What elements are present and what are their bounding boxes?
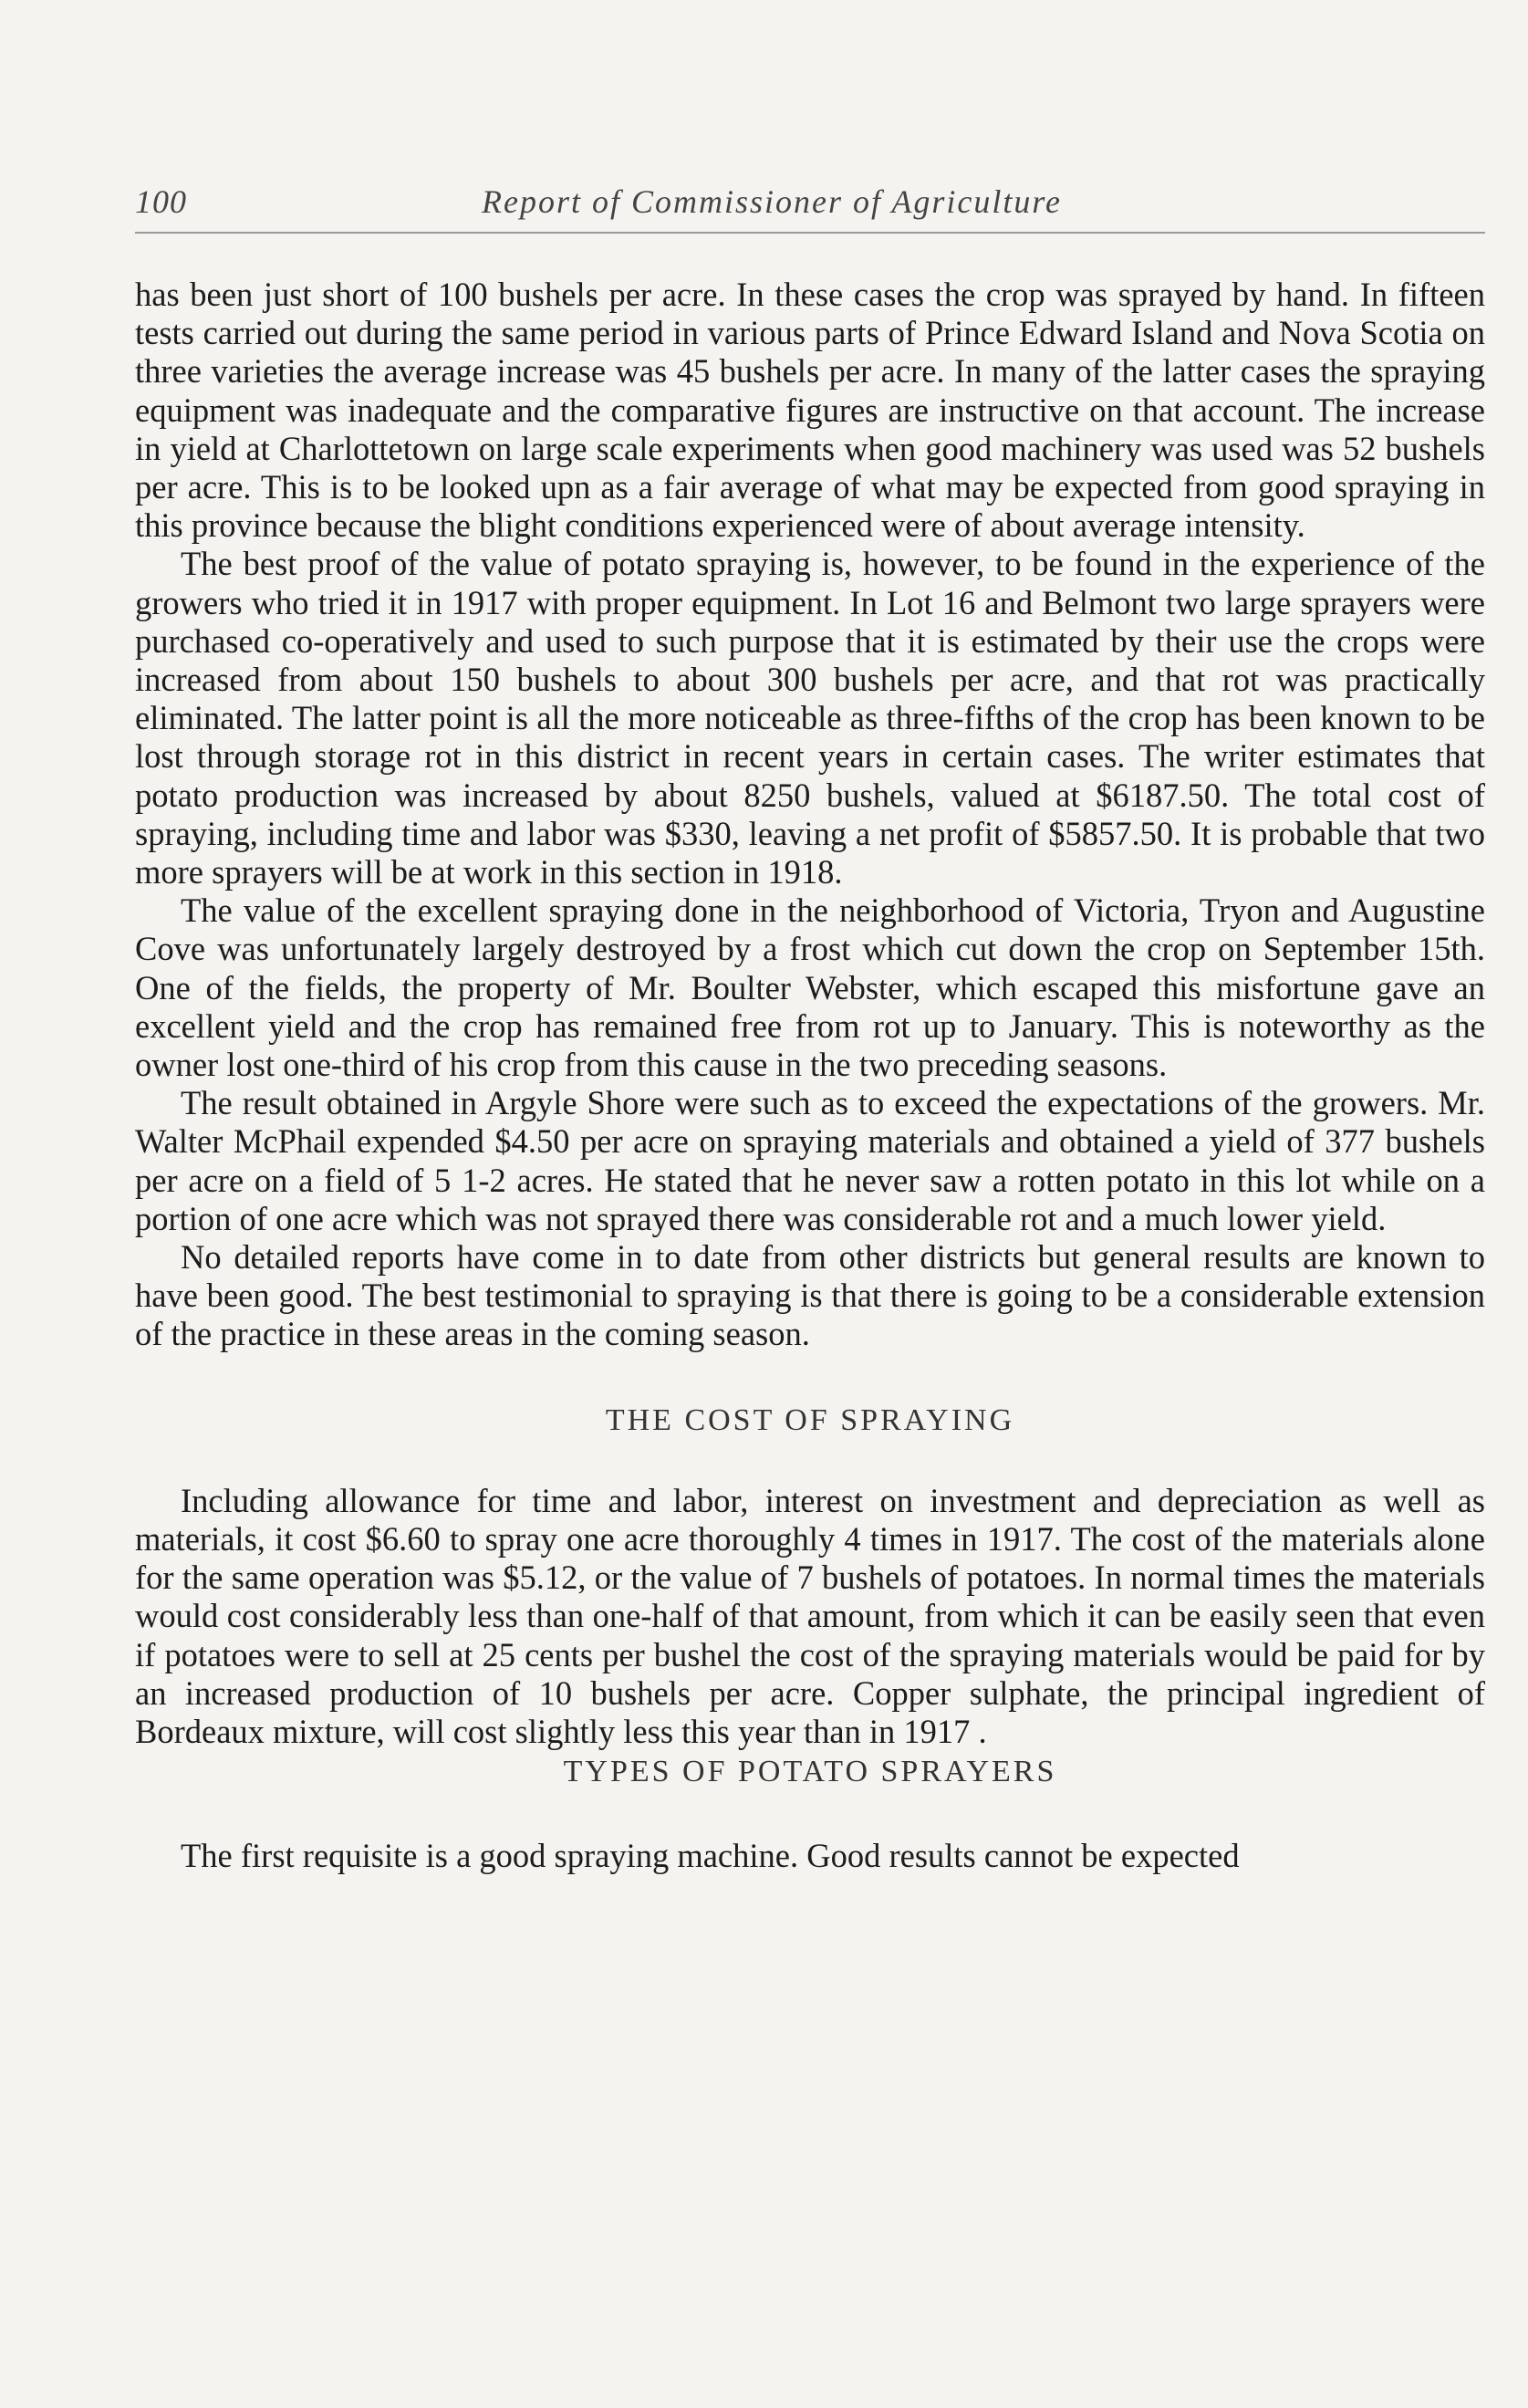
header-rule bbox=[135, 232, 1485, 234]
body-text bbox=[135, 276, 1485, 1875]
paragraph-argyle-shore: The result obtained in Argyle Shore were such as to exceed the expectations of the growers. Mr. Walter McPhail expended $4.50 per acre on spraying materials and obtained a yield of 377 bushels per acre on a field of 5 1-2 acres. He stated that he never saw a rotten potato in this lot while on a portion of one acre which was not sprayed there was considerable rot and a much lower yield. bbox=[135, 1084, 1485, 1237]
paragraph-victoria-tryon: The value of the excellent spraying done in the neighborhood of Victoria, Tryon and Augustine Cove was unfortunately largely destroyed by a frost which cut down the crop on September 15th. One of the fields, the property of Mr. Boulter Webster, which escaped this misfortune gave an excellent yield and the crop has remained free from rot up to January. This is noteworthy as the owner lost one-third of his crop from this cause in the two preceding seasons. bbox=[135, 891, 1485, 1084]
paragraph-other-districts: No detailed reports have come in to date from other districts but general results are known to have been good. The best testimonial to spraying is that there is going to be a considerable extension of the practice in these areas in the coming season. bbox=[135, 1238, 1485, 1353]
paragraph-cost-of-spraying: Including allowance for time and labor, interest on investment and depreciation as well as materials, it cost $6.60 to spray one acre thoroughly 4 times in 1917. The cost of the materials alone for the same operation was $5.12, or the value of 7 bushels of potatoes. In normal times the materials would cost considerably less than one-half of that amount, from which it can be easily seen that even if potatoes were to sell at 25 cents per bushel the cost of the spraying materials would be paid for by an increased production of 10 bushels per acre. Copper sulphate, the principal ingredient of Bordeaux mixture, will cost slightly less this year than in 1917 . bbox=[135, 1481, 1485, 1750]
running-header bbox=[135, 182, 1485, 226]
section-heading-cost-of-spraying: THE COST OF SPRAYING bbox=[605, 1402, 1015, 1437]
paragraph-types-of-sprayers: The first requisite is a good spraying machine. Good results cannot be expected bbox=[181, 1837, 1240, 1875]
section-heading-types-of-sprayers: TYPES OF POTATO SPRAYERS bbox=[563, 1755, 1057, 1789]
running-title: Report of Commissioner of Agriculture bbox=[482, 183, 1062, 220]
paragraph-continuation: has been just short of 100 bushels per acre. In these cases the crop was sprayed by hand. In fifteen tests carried out during the same period in various parts of Prince Edward Island and Nova Scotia on three varieties the average increase was 45 bushels per acre. In many of the latter cases the spraying equipment was inadequate and the comparative figures are instructive on that account. The increase in yield at Charlottetown on large scale experiments when good machinery was used was 52 bushels per acre. This is to be looked upn as a fair average of what may be expected from good spraying in this province because the blight conditions experienced were of about average intensity. bbox=[135, 276, 1485, 545]
paragraph-best-proof: The best proof of the value of potato spraying is, however, to be found in the experience of the growers who tried it in 1917 with proper equipment. In Lot 16 and Belmont two large sprayers were purchased co-operatively and used to such purpose that it is estimated by their use the crops were increased from about 150 bushels to about 300 bushels per acre, and that rot was practically eliminated. The latter point is all the more noticeable as three-fifths of the crop has been known to be lost through storage rot in this district in recent years in certain cases. The writer estimates that potato production was increased by about 8250 bushels, valued at $6187.50. The total cost of spraying, including time and labor was $330, leaving a net profit of $5857.50. It is probable that two more sprayers will be at work in this section in 1918. bbox=[135, 545, 1485, 891]
page-number: 100 bbox=[135, 183, 187, 220]
